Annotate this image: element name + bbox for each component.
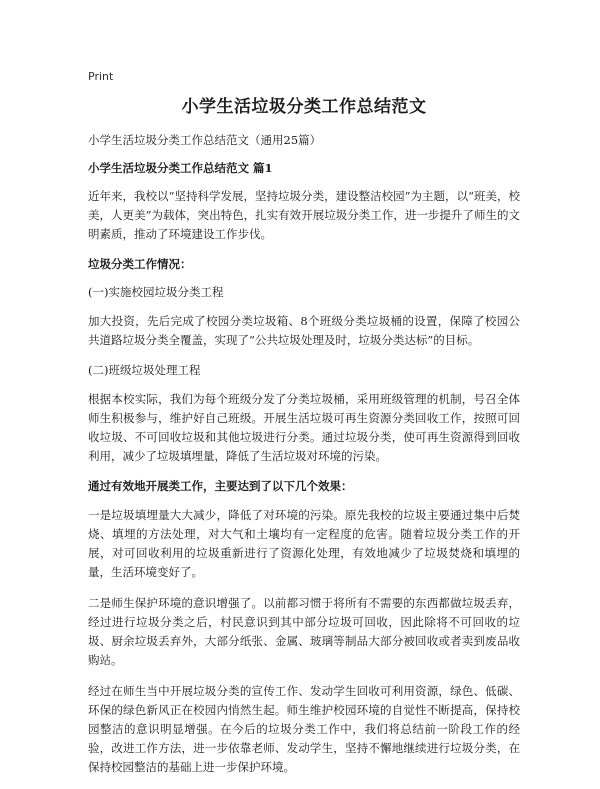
item2-paragraph: 根据本校实际，我们为每个班级分发了分类垃圾桶，采用班级管理的机制，号召全体师生积极参与，维护好自己班级。开展生活垃圾可再生资源分类回收工作，按照可回收垃圾、不可回收垃圾和其他垃圾进行分类。通过垃圾分类，使可再生资源得到回收利用，减少了垃圾填埋量，降低了生活垃圾对环境的污染。 xyxy=(88,392,520,463)
effects-heading: 通过有效地开展类工作，主要达到了以下几个效果： xyxy=(88,479,353,493)
item2-heading: (二)班级垃圾处理工程 xyxy=(88,363,201,377)
print-label: Print xyxy=(88,70,114,83)
situation-heading: 垃圾分类工作情况： xyxy=(88,257,192,271)
document-subtitle: 小学生活垃圾分类工作总结范文（通用25篇） xyxy=(88,133,322,147)
conclusion-paragraph: 经过在师生当中开展垃圾分类的宣传工作、发动学生回收可利用资源，绿色、低碳、环保的绿色新风正在校园内悄然生起。师生维护校园环境的自觉性不断提高，保持校园整洁的意识明显增强。在今后的垃圾分类工作中，我们将总结前一阶段工作的经验，改进工作方法，进一步依靠老师、发动学生，坚持不懈地继续进行垃圾分类，在保持校园整洁的基础上进一步保护环境。 xyxy=(88,684,520,774)
item1-paragraph: 加大投资，先后完成了校园分类垃圾箱、8个班级分类垃圾桶的设置，保障了校园公共道路垃圾分类全覆盖，实现了“公共垃圾处理及时，垃圾分类达标”的目标。 xyxy=(88,314,520,347)
page-title: 小学生活垃圾分类工作总结范文 xyxy=(181,97,427,117)
intro-paragraph: 近年来，我校以“坚持科学发展，坚持垃圾分类，建设整洁校园”为主题，以“班美，校美，人更美”为载体，突出特色，扎实有效开展垃圾分类工作，进一步提升了师生的文明素质，推动了环境建设工作步伐。 xyxy=(88,189,520,241)
section-title: 小学生活垃圾分类工作总结范文 篇1 xyxy=(88,161,273,175)
item1-heading: (一)实施校园垃圾分类工程 xyxy=(88,285,224,299)
effect1-paragraph: 一是垃圾填埋量大大减少，降低了对环境的污染。原先我校的垃圾主要通过集中后焚烧、填埋的方法处理，对大气和土壤均有一定程度的危害。随着垃圾分类工作的开展，对可回收利用的垃圾重新进行了资源化处理，有效地减少了垃圾焚烧和填埋的量，生活环境变好了。 xyxy=(88,508,520,579)
effect2-paragraph: 二是师生保护环境的意识增强了。以前都习惯于将所有不需要的东西都做垃圾丢弃，经过进行垃圾分类之后，村民意识到其中部分垃圾可回收，因此除将不可回收的垃圾、厨余垃圾丢弃外，大部分纸张、金属、玻璃等制品大部分被回收或者卖到废品收购站。 xyxy=(88,596,520,667)
document-page xyxy=(88,70,520,789)
